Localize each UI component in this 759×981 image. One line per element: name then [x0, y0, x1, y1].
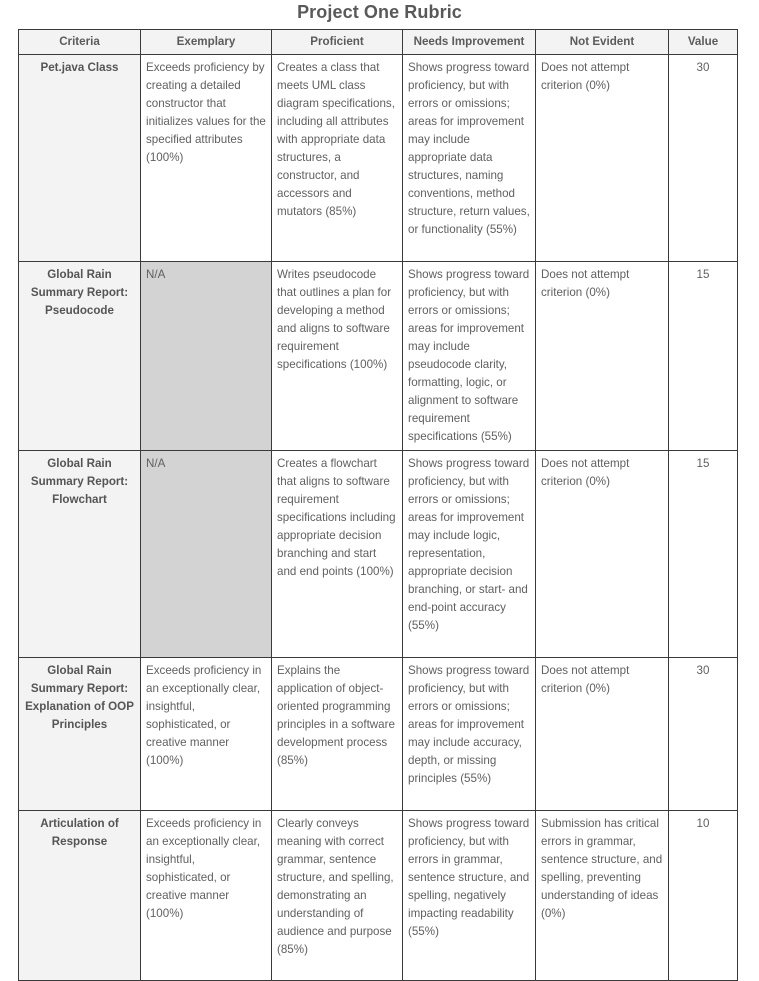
criteria-cell: Pet.java Class [19, 55, 141, 262]
value-cell: 15 [669, 451, 738, 658]
table-row [19, 811, 738, 981]
value-cell: 30 [669, 55, 738, 262]
needs-improvement-cell: Shows progress toward proficiency, but with errors in grammar, sentence structure, and spelling, negatively impacting readability (55%) [403, 811, 536, 981]
criteria-cell: Articulation of Response [19, 811, 141, 981]
column-header-criteria: Criteria [19, 30, 141, 55]
value-cell: 15 [669, 262, 738, 451]
not-evident-cell: Does not attempt criterion (0%) [536, 451, 669, 658]
criteria-cell: Global Rain Summary Report: Explanation of OOP Principles [19, 658, 141, 811]
proficient-cell: Creates a class that meets UML class diagram specifications, including all attributes with appropriate data structures, a constructor, and accessors and mutators (85%) [272, 55, 403, 262]
column-header-value: Value [669, 30, 738, 55]
column-header-proficient: Proficient [272, 30, 403, 55]
exemplary-cell: Exceeds proficiency in an exceptionally clear, insightful, sophisticated, or creative manner (100%) [141, 811, 272, 981]
not-evident-cell: Does not attempt criterion (0%) [536, 55, 669, 262]
column-header-exemplary: Exemplary [141, 30, 272, 55]
not-evident-cell: Submission has critical errors in grammar, sentence structure, and spelling, preventing understanding of ideas (0%) [536, 811, 669, 981]
criteria-cell: Global Rain Summary Report: Flowchart [19, 451, 141, 658]
proficient-cell: Clearly conveys meaning with correct grammar, sentence structure, and spelling, demonstrating an understanding of audience and purpose (85%) [272, 811, 403, 981]
table-row [19, 451, 738, 658]
exemplary-cell: Exceeds proficiency in an exceptionally clear, insightful, sophisticated, or creative manner (100%) [141, 658, 272, 811]
not-evident-cell: Does not attempt criterion (0%) [536, 262, 669, 451]
table-row [19, 55, 738, 262]
needs-improvement-cell: Shows progress toward proficiency, but with errors or omissions; areas for improvement may include accuracy, depth, or missing principles (55%) [403, 658, 536, 811]
proficient-cell: Explains the application of object-oriented programming principles in a software development process (85%) [272, 658, 403, 811]
needs-improvement-cell: Shows progress toward proficiency, but with errors or omissions; areas for improvement may include logic, representation, appropriate decision branching, or start- and end-point accuracy (55%) [403, 451, 536, 658]
table-row [19, 658, 738, 811]
page-title: Project One Rubric [297, 2, 462, 22]
criteria-cell: Global Rain Summary Report: Pseudocode [19, 262, 141, 451]
exemplary-cell: Exceeds proficiency by creating a detailed constructor that initializes values for the specified attributes (100%) [141, 55, 272, 262]
exemplary-cell-na: N/A [141, 262, 272, 451]
column-header-needs-improvement: Needs Improvement [403, 30, 536, 55]
exemplary-cell-na: N/A [141, 451, 272, 658]
needs-improvement-cell: Shows progress toward proficiency, but with errors or omissions; areas for improvement may include appropriate data structures, naming conventions, method structure, return values, or functionality (55%) [403, 55, 536, 262]
table-row [19, 262, 738, 451]
proficient-cell: Creates a flowchart that aligns to software requirement specifications including appropriate decision branching and start and end points (100%) [272, 451, 403, 658]
rubric-table [18, 29, 738, 981]
needs-improvement-cell: Shows progress toward proficiency, but with errors or omissions; areas for improvement may include pseudocode clarity, formatting, logic, or alignment to software requirement specifications (55%) [403, 262, 536, 451]
not-evident-cell: Does not attempt criterion (0%) [536, 658, 669, 811]
header-row [19, 30, 738, 55]
column-header-not-evident: Not Evident [536, 30, 669, 55]
value-cell: 10 [669, 811, 738, 981]
proficient-cell: Writes pseudocode that outlines a plan for developing a method and aligns to software requirement specifications (100%) [272, 262, 403, 451]
value-cell: 30 [669, 658, 738, 811]
